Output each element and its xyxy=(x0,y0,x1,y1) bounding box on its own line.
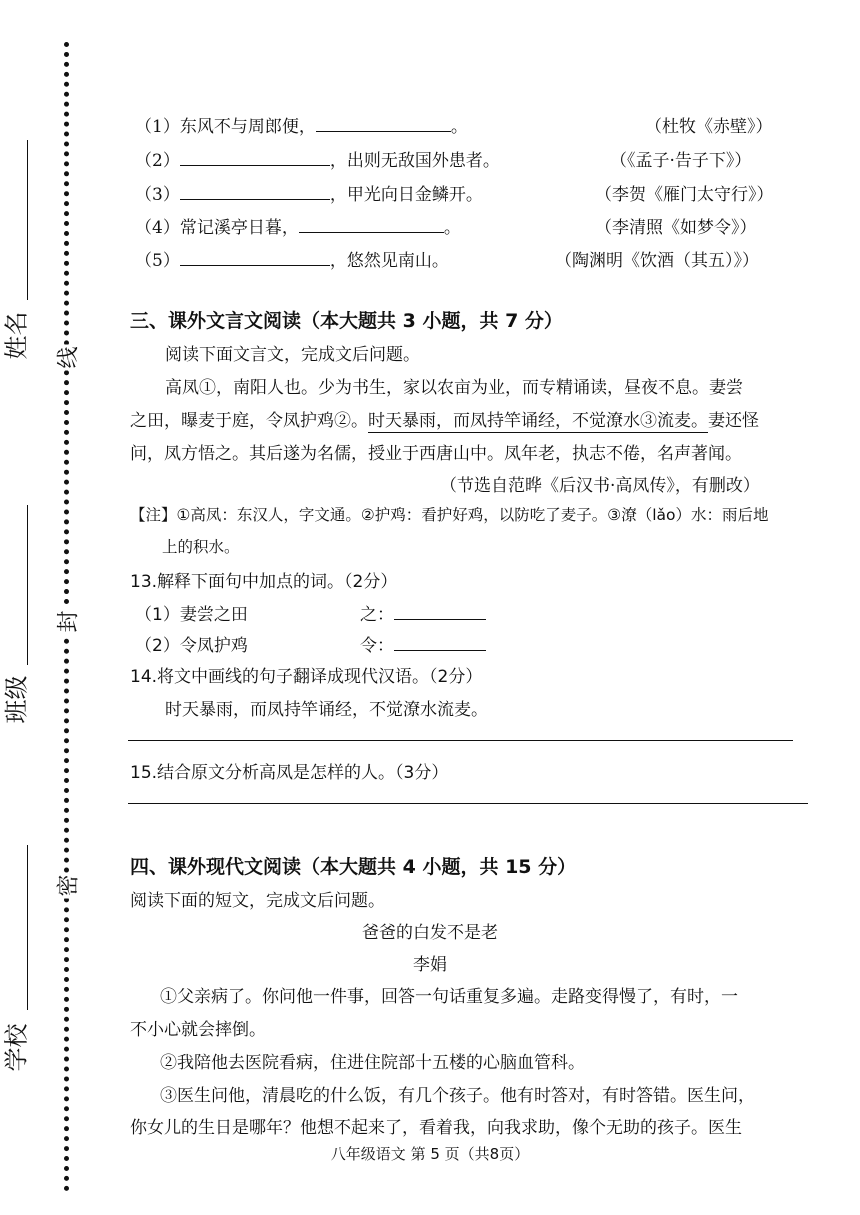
name-blank-line xyxy=(27,140,28,300)
section-4-instruction: 阅读下面的短文，完成文后问题。 xyxy=(130,891,385,911)
answer-blank[interactable] xyxy=(299,215,444,233)
passage-line-1: 高凤①，南阳人也。少为书生，家以农亩为业，而专精诵读，昼夜不息。妻尝 xyxy=(165,378,743,398)
answer-blank[interactable] xyxy=(180,182,330,200)
essay-p3-line-1: ③医生问他，清晨吃的什么饭，有几个孩子。他有时答对，有时答错。医生问， xyxy=(160,1086,755,1106)
essay-title: 爸爸的白发不是老 xyxy=(362,923,498,943)
essay-p2: ②我陪他去医院看病，住进住院部十五楼的心脑血管科。 xyxy=(160,1053,585,1073)
class-label: 班级 xyxy=(2,675,31,724)
question-13-1: （1）妻尝之田 xyxy=(135,605,248,625)
fill-blank-1: （1）东风不与周郎便， 。 xyxy=(135,112,468,137)
fill-blank-2-source: （《孟子·告子下》） xyxy=(610,151,752,171)
class-blank-line xyxy=(27,505,28,665)
passage-source: （节选自范晔《后汉书·高凤传》，有删改） xyxy=(440,476,760,496)
fill-blank-5-source: （陶渊明《饮酒（其五）》） xyxy=(555,251,759,271)
answer-blank[interactable] xyxy=(180,248,330,266)
fill-blank-5: （5） ，悠然见南山。 xyxy=(135,246,449,271)
note-line-2: 上的积水。 xyxy=(162,538,240,556)
section-3-title: 三、课外文言文阅读（本大题共 3 小题，共 7 分） xyxy=(130,310,563,332)
seal-mark-line: 线 xyxy=(50,345,85,371)
answer-line-14[interactable] xyxy=(128,740,793,741)
fill-blank-2: （2） ，出则无敌国外患者。 xyxy=(135,146,500,171)
name-label: 姓名 xyxy=(2,311,31,360)
essay-author: 李娟 xyxy=(413,955,447,975)
school-label: 学校 xyxy=(2,1023,31,1072)
question-15: 15.结合原文分析高凤是怎样的人。（3分） xyxy=(130,763,449,783)
question-13-1-answer: 之： xyxy=(360,600,486,625)
section-3-instruction: 阅读下面文言文，完成文后问题。 xyxy=(165,345,420,365)
essay-p3-line-2: 你女儿的生日是哪年？他想不起来了，看着我，向我求助，像个无助的孩子。医生 xyxy=(130,1118,742,1138)
question-13-2: （2）令凤护鸡 xyxy=(135,636,248,656)
note-line-1: 【注】①高凤：东汉人，字文通。②护鸡：看护好鸡，以防吃了麦子。③潦（lǎo）水：雨后地 xyxy=(130,506,769,524)
section-4-title: 四、课外现代文阅读（本大题共 4 小题，共 15 分） xyxy=(130,856,577,878)
answer-blank[interactable] xyxy=(394,633,486,651)
question-14-sentence: 时天暴雨，而凤持竿诵经，不觉潦水流麦。 xyxy=(165,700,488,720)
seal-mark-dense: 密 xyxy=(50,873,85,899)
answer-blank[interactable] xyxy=(180,148,330,166)
fill-blank-4: （4）常记溪亭日暮， 。 xyxy=(135,213,461,238)
question-14: 14.将文中画线的句子翻译成现代汉语。（2分） xyxy=(130,667,483,687)
page-footer: 八年级语文 第 5 页（共8页） xyxy=(330,1145,530,1163)
essay-p1-line-1: ①父亲病了。你问他一件事，回答一句话重复多遍。走路变得慢了，有时，一 xyxy=(160,987,738,1007)
answer-blank[interactable] xyxy=(316,114,451,132)
fill-blank-1-source: （杜牧《赤壁》） xyxy=(645,117,773,137)
underlined-sentence: 时天暴雨，而凤持竿诵经，不觉潦水③流麦。 xyxy=(368,411,708,431)
question-13-2-answer: 令： xyxy=(360,631,486,656)
question-13: 13.解释下面句中加点的词。（2分） xyxy=(130,572,398,592)
fill-blank-3-source: （李贺《雁门太守行》） xyxy=(595,185,774,205)
fill-blank-3: （3） ，甲光向日金鳞开。 xyxy=(135,180,483,205)
passage-line-3: 问，凤方悟之。其后遂为名儒，授业于西唐山中。凤年老，执志不倦，名声著闻。 xyxy=(130,444,742,464)
essay-p1-line-2: 不小心就会摔倒。 xyxy=(130,1020,266,1040)
answer-line-15[interactable] xyxy=(128,803,808,804)
seal-mark-seal: 封 xyxy=(50,609,85,635)
fill-blank-4-source: （李清照《如梦令》） xyxy=(595,218,757,238)
passage-line-2: 之田，曝麦于庭，令凤护鸡②。时天暴雨，而凤持竿诵经，不觉潦水③流麦。妻还怪 xyxy=(130,411,759,431)
answer-blank[interactable] xyxy=(394,602,486,620)
